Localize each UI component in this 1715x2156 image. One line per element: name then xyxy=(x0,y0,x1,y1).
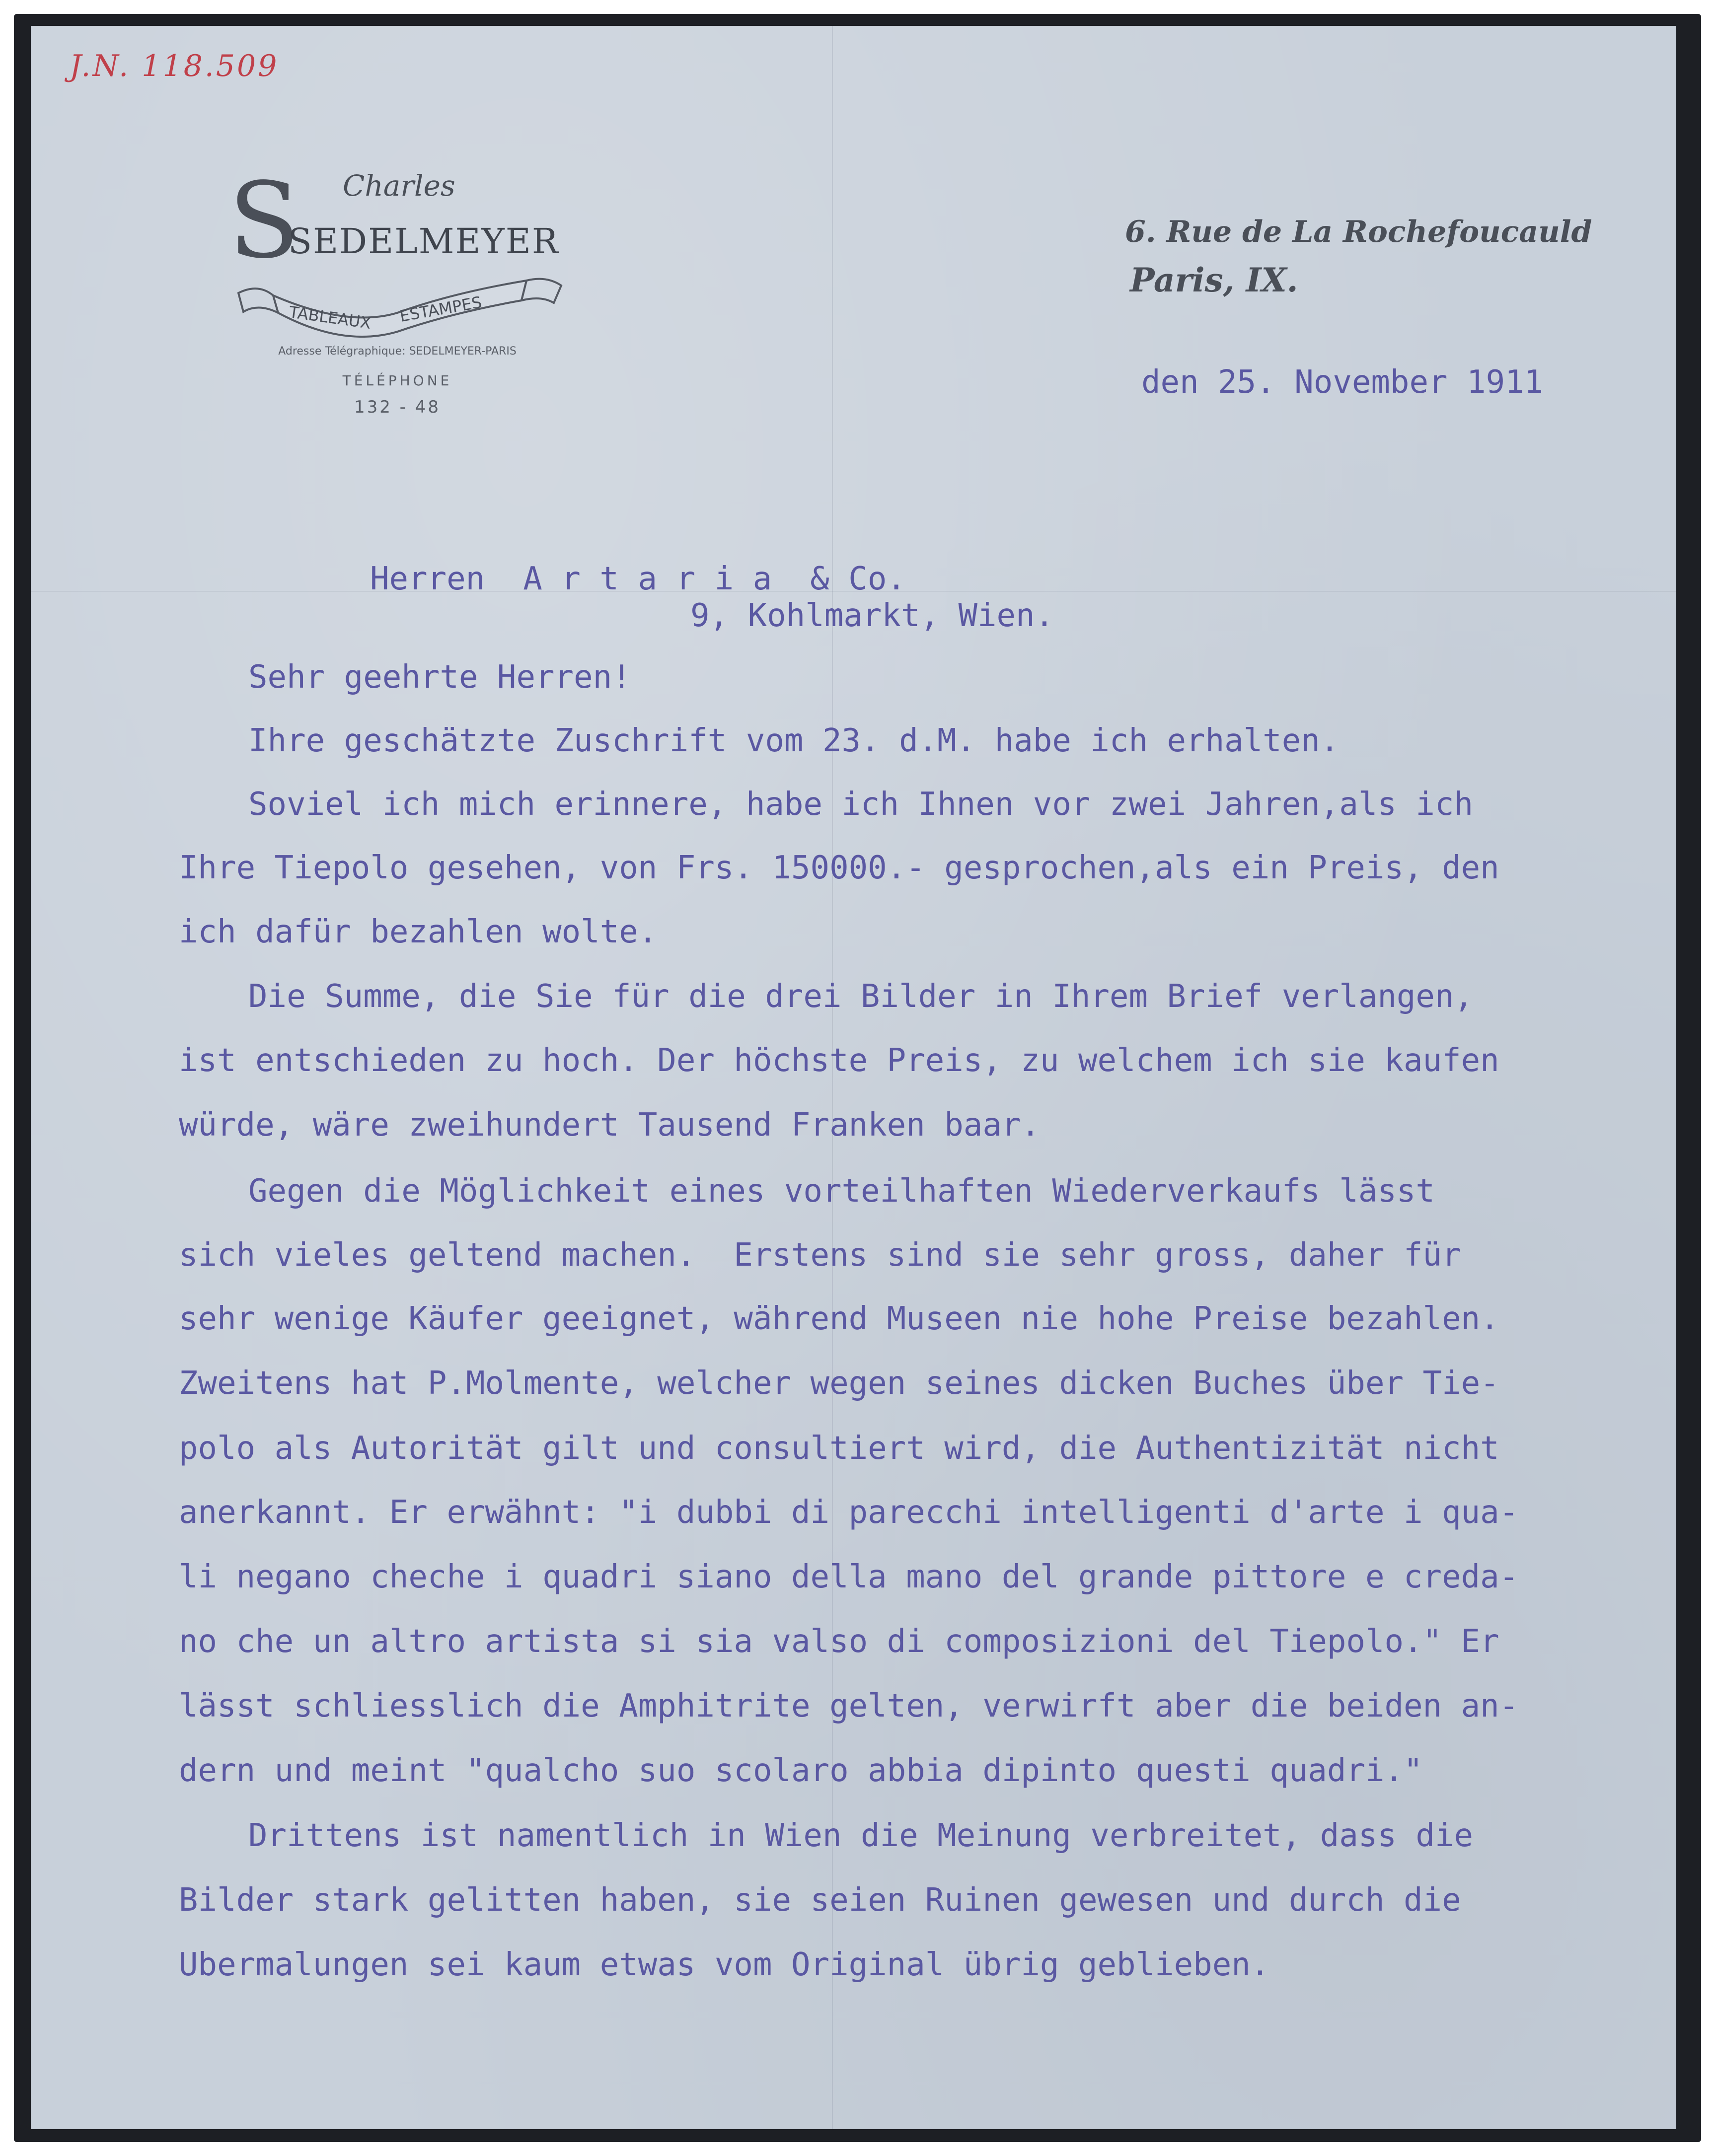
ribbon-right-text: ESTAMPES xyxy=(398,292,483,326)
body-line: lässt schliesslich die Amphitrite gelten, verwirft aber die beiden an- xyxy=(179,1688,1519,1725)
letterhead-logo xyxy=(228,160,566,437)
body-line: dern und meint "qualcho suo scolaro abbia dipinto questi quadri." xyxy=(179,1752,1423,1789)
body-line: Soviel ich mich erinnere, habe ich Ihnen vor zwei Jahren,als ich xyxy=(248,786,1473,823)
body-line: Ihre Tiepolo gesehen, von Frs. 150000.- gesprochen,als ein Preis, den xyxy=(179,850,1499,886)
body-line: li negano cheche i quadri siano della mano del grande pittore e creda- xyxy=(179,1559,1519,1595)
recipient-name: Herren A r t a r i a & Co. xyxy=(370,561,906,597)
logo-first-name: Charles xyxy=(343,169,455,203)
body-line: Die Summe, die Sie für die drei Bilder in Ihrem Brief verlangen, xyxy=(248,978,1473,1015)
body-line: ist entschieden zu hoch. Der höchste Preis, zu welchem ich sie kaufen xyxy=(179,1042,1499,1079)
sender-city: Paris, IX. xyxy=(1130,261,1298,299)
body-line: Zweitens hat P.Molmente, welcher wegen seines dicken Buches über Tie- xyxy=(179,1365,1499,1402)
body-line: Ihre geschätzte Zuschrift vom 23. d.M. habe ich erhalten. xyxy=(248,722,1340,759)
body-line: würde, wäre zweihundert Tausend Franken baar. xyxy=(179,1107,1040,1144)
logo-monogram: S xyxy=(228,160,300,282)
letter-date: den 25. November 1911 xyxy=(1141,364,1544,401)
body-line: Bilder stark gelitten haben, sie seien Ruinen gewesen und durch die xyxy=(179,1882,1461,1919)
body-line: Gegen die Möglichkeit eines vorteilhaften Wiederverkaufs lässt xyxy=(248,1173,1435,1210)
body-line: anerkannt. Er erwähnt: "i dubbi di parecchi intelligenti d'arte i qua- xyxy=(179,1494,1519,1531)
logo-ribbon xyxy=(228,273,566,338)
recipient-address: 9, Kohlmarkt, Wien. xyxy=(690,597,1054,634)
telegraph-address: Adresse Télégraphique: SEDELMEYER-PARIS xyxy=(278,345,517,358)
body-line: Drittens ist namentlich in Wien die Meinung verbreitet, dass die xyxy=(248,1817,1473,1854)
logo-surname: SEDELMEYER xyxy=(288,221,559,262)
body-line: ich dafür bezahlen wolte. xyxy=(179,914,658,950)
sender-street: 6. Rue de La Rochefoucauld xyxy=(1125,215,1592,249)
body-line: Ubermalungen sei kaum etwas vom Original übrig geblieben. xyxy=(179,1946,1270,1983)
archive-number: J.N. 118.509 xyxy=(70,49,279,83)
body-line: sehr wenige Käufer geeignet, während Museen nie hohe Preise bezahlen. xyxy=(179,1300,1499,1337)
body-line: sich vieles geltend machen. Erstens sind sie sehr gross, daher für xyxy=(179,1237,1461,1274)
telephone-number: 132 - 48 xyxy=(354,397,441,417)
ribbon-left-text: TABLEAUX xyxy=(288,302,373,333)
telephone-label: TÉLÉPHONE xyxy=(342,372,452,389)
salutation: Sehr geehrte Herren! xyxy=(248,659,631,696)
body-line: no che un altro artista si sia valso di composizioni del Tiepolo." Er xyxy=(179,1623,1499,1660)
body-line: polo als Autorität gilt und consultiert wird, die Authentizität nicht xyxy=(179,1430,1499,1467)
